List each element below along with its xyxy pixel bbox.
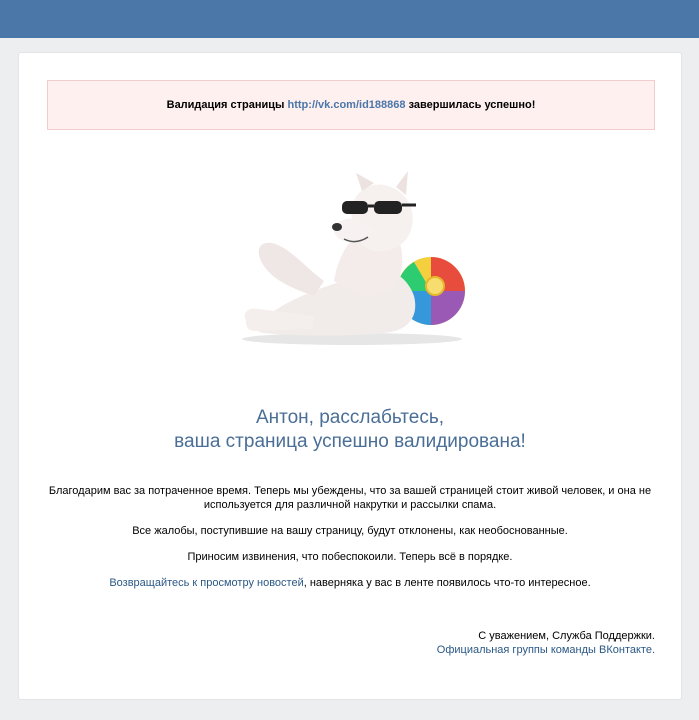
message-paragraph-4 [43, 576, 657, 590]
message-paragraph-3: Приносим извинения, что побеспокоили. Теперь всё в порядке. [187, 551, 513, 563]
top-navigation-bar [0, 0, 699, 38]
signature [437, 629, 655, 657]
relaxing-dog-illustration [234, 171, 466, 351]
message-body [43, 484, 657, 602]
validation-notice [47, 80, 655, 130]
page-headline [19, 406, 681, 454]
message-paragraph-2: Все жалобы, поступившие на вашу страницу, будут отклонены, как необоснованные. [132, 525, 568, 537]
headline-line-1: Антон, расслабьтесь, [255, 407, 445, 428]
profile-link[interactable]: http://vk.com/id188868 [287, 99, 406, 111]
content-card [18, 52, 682, 700]
news-feed-link[interactable]: Возвращайтесь к просмотру новостей [109, 577, 304, 589]
headline-line-2: ваша страница успешно валидирована! [174, 431, 526, 452]
message-paragraph-1: Благодарим вас за потраченное время. Теперь мы убеждены, что за вашей страницей стоит живой человек, и она не используется для различной накрутки и рассылки спама. [48, 485, 652, 511]
notice-prefix: Валидация страницы [166, 99, 285, 111]
official-group-link[interactable]: Официальная группы команды ВКонтакте. [436, 644, 655, 656]
notice-suffix: завершилась успешно! [408, 99, 536, 111]
message-paragraph-4-rest: , наверняка у вас в ленте появилось что-то интересное. [303, 577, 591, 589]
signature-text: С уважением, Служба Поддержки. [478, 630, 655, 642]
